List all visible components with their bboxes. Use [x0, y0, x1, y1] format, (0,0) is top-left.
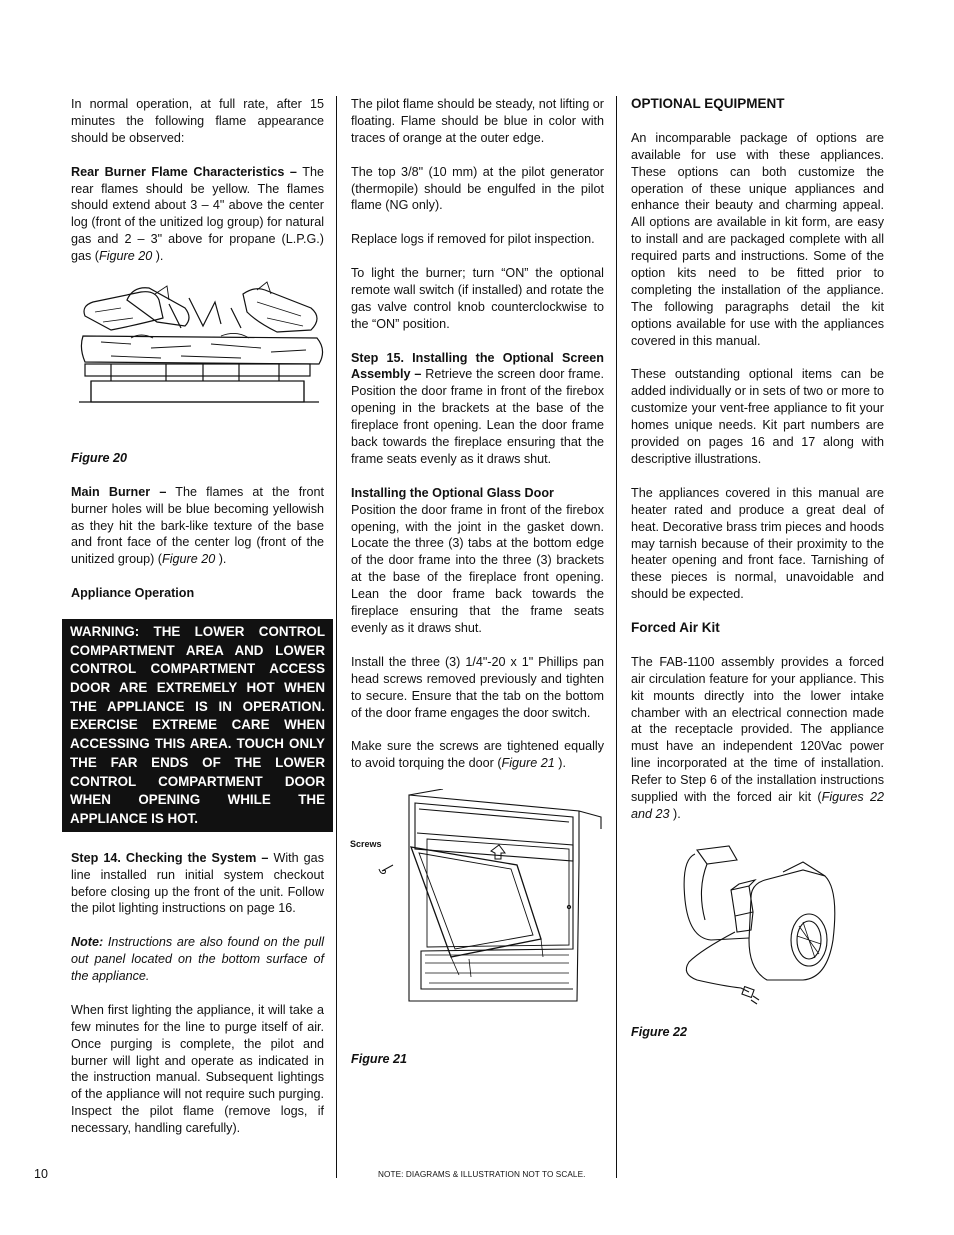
- replace-logs-paragraph: Replace logs if removed for pilot inspection.: [351, 232, 595, 247]
- step-15-text: Retrieve the screen door frame. Position the door frame in front of the firebox opening in the brackets at the base of the fireplace front opening. Lean the door frame back towards the fireplace ensuring that the frame seats evenly as it draws shut.: [351, 367, 604, 466]
- column-divider-left: [336, 96, 337, 1178]
- main-burner-title: Main Burner –: [71, 484, 167, 499]
- main-burner-paragraph: [71, 484, 324, 569]
- main-burner-figure-ref: Figure 20: [162, 552, 216, 567]
- intro-paragraph: In normal operation, at full rate, after 15 minutes the following flame appearance should be observed:: [71, 97, 324, 145]
- screws-label: Screws: [350, 839, 382, 850]
- first-lighting-paragraph: When first lighting the appliance, it will take a few minutes for the line to purge itself of air. Once purging is complete, the pilot and burner will light and operate as indicated in the instruction manual. Subsequent lightings of the appliance will not require such purging. Inspect the pilot flame (remove logs, if necessary, handling carefully).: [71, 1002, 324, 1136]
- forced-air-figure-ref: Figures 22 and 23: [631, 790, 884, 821]
- note-text: Instructions are also found on the pull out panel located on the bottom surface of the appliance.: [71, 935, 324, 984]
- tighten-screws-end: ).: [554, 756, 566, 771]
- tighten-screws-text: Make sure the screws are tightened equally to avoid torquing the door (: [351, 739, 604, 771]
- figure-20-caption: Figure 20: [71, 450, 127, 465]
- column-divider-right: [616, 96, 617, 1178]
- note-paragraph: [71, 934, 324, 985]
- rear-burner-end: ).: [152, 249, 164, 264]
- forced-air-text: The FAB-1100 assembly provides a forced air circulation feature for your appliance. This kit mounts directly into the lower intake chamber with an electrical connection made at the receptacle provided. The appliance must have an independent 120Vac power line incorporated at the time of installation. Refer to Step 6 of the installation instructions supplied with the forced air kit (: [631, 654, 884, 805]
- figure-21-door-illustration: [351, 789, 604, 1039]
- thermopile-paragraph: The top 3/8" (10 mm) at the pilot generator (thermopile) should be engulfed in the pilot flame (NG only).: [351, 164, 604, 213]
- step-14-paragraph: [71, 850, 324, 918]
- forced-air-kit-heading: Forced Air Kit: [631, 620, 720, 636]
- light-burner-paragraph: To light the burner; turn “ON” the optional remote wall switch (if installed) and rotate the gas valve control knob counterclockwise to the “ON” position.: [351, 266, 604, 331]
- main-burner-text: The flames at the front burner holes will be blue becoming yellowish as they hit the bark-like texture of the base and front face of the center log (front of the unitized group) (: [71, 484, 324, 567]
- install-screws-paragraph: Install the three (3) 1/4"-20 x 1" Phillips pan head screws removed previously and tighten to secure. Ensure that the tab on the bottom of the door frame engages the door switch.: [351, 654, 604, 720]
- warning-box: WARNING: THE LOWER CONTROL COMPARTMENT AREA AND LOWER CONTROL COMPARTMENT ACCESS DOOR ARE EXTREMELY HOT WHEN THE APPLIANCE IS IN OPERATION. EXERCISE EXTREME CARE WHEN ACCESSING THIS AREA. TOUCH ONLY THE FAR ENDS OF THE LOWER CONTROL COMPARTMENT DOOR WHEN OPENING WHILE THE APPLIANCE IS HOT.: [62, 619, 333, 832]
- step-14-title: Step 14. Checking the System –: [71, 850, 269, 865]
- figure-22-caption: Figure 22: [631, 1024, 687, 1039]
- pilot-flame-paragraph: The pilot flame should be steady, not lifting or floating. Flame should be blue in color with traces of orange at the outer edge.: [351, 97, 604, 145]
- glass-door-paragraph: [351, 485, 604, 637]
- optional-equipment-heading: OPTIONAL EQUIPMENT: [631, 96, 785, 111]
- figure-21-container: [351, 789, 604, 1039]
- heater-rated-paragraph: The appliances covered in this manual are heater rated and produce a great deal of heat. Decorative brass trim pieces and hoods may tarnish because of their proximity to the heater opening and front face. Tarnishing of these pieces is normal, unavoidable and should be expected.: [631, 485, 884, 602]
- main-burner-end: ).: [215, 552, 227, 567]
- step-15-paragraph: [351, 350, 604, 468]
- outstanding-items-paragraph: These outstanding optional items can be added individually or in sets of two or more to customize your vent-free appliance to fit your homes unique needs. Kit part numbers are provided on pages 16 and 17 along with descriptive illustrations.: [631, 367, 884, 466]
- figure-22-blower-illustration: [631, 840, 884, 1010]
- glass-door-text: Position the door frame in front of the firebox opening, with the joint in the gasket down. Locate the three (3) tabs at the bottom edge of the door frame into the three (3) brackets at the base of the fireplace front opening. Lean the door frame back towards the fireplace ensuring that the frame seats evenly as it draws shut.: [351, 502, 604, 636]
- rear-burner-paragraph: [71, 164, 324, 265]
- rear-burner-title: Rear Burner Flame Characteristics –: [71, 164, 297, 179]
- column-2: [351, 96, 604, 1085]
- note-label: Note:: [71, 935, 104, 950]
- scale-note: NOTE: DIAGRAMS & ILLUSTRATION NOT TO SCALE.: [378, 1170, 586, 1179]
- figure-20-log-illustration: [71, 278, 324, 428]
- column-3: [631, 96, 884, 1058]
- step-14-text: With gas line installed run initial system checkout before closing up the front of the unit. Follow the pilot lighting instructions on page 16.: [71, 850, 324, 916]
- rear-burner-text: The rear flames should be yellow. The flames should extend about 3 – 4" above the center log (front of the unitized log group) for natural gas and 2 – 3" above for propane (L.P.G.) gas (: [71, 164, 324, 264]
- forced-air-end: ).: [669, 806, 681, 821]
- forced-air-paragraph: [631, 654, 884, 823]
- glass-door-title: Installing the Optional Glass Door: [351, 485, 554, 500]
- step-15-title: Step 15. Installing the Optional Screen Assembly –: [351, 350, 604, 382]
- figure-21-caption: Figure 21: [351, 1052, 407, 1067]
- page-number: 10: [34, 1167, 48, 1181]
- appliance-operation-heading: Appliance Operation: [71, 586, 195, 601]
- options-paragraph: An incomparable package of options are available for use with these appliances. These options can both customize the operation of these unique appliances and enhance their beauty and charming appeal. All options are available in kit form, are easy to install and are packaged complete with all required parts and instructions. Some of the option kits need to be fitted prior to completing the installation of the appliance. The following paragraphs detail the kit options available for use with the appliances covered in this manual.: [631, 130, 884, 348]
- tighten-screws-figure-ref: Figure 21: [501, 756, 555, 771]
- tighten-screws-paragraph: [351, 738, 604, 772]
- rear-burner-figure-ref: Figure 20: [99, 249, 153, 264]
- column-1: [71, 96, 324, 1154]
